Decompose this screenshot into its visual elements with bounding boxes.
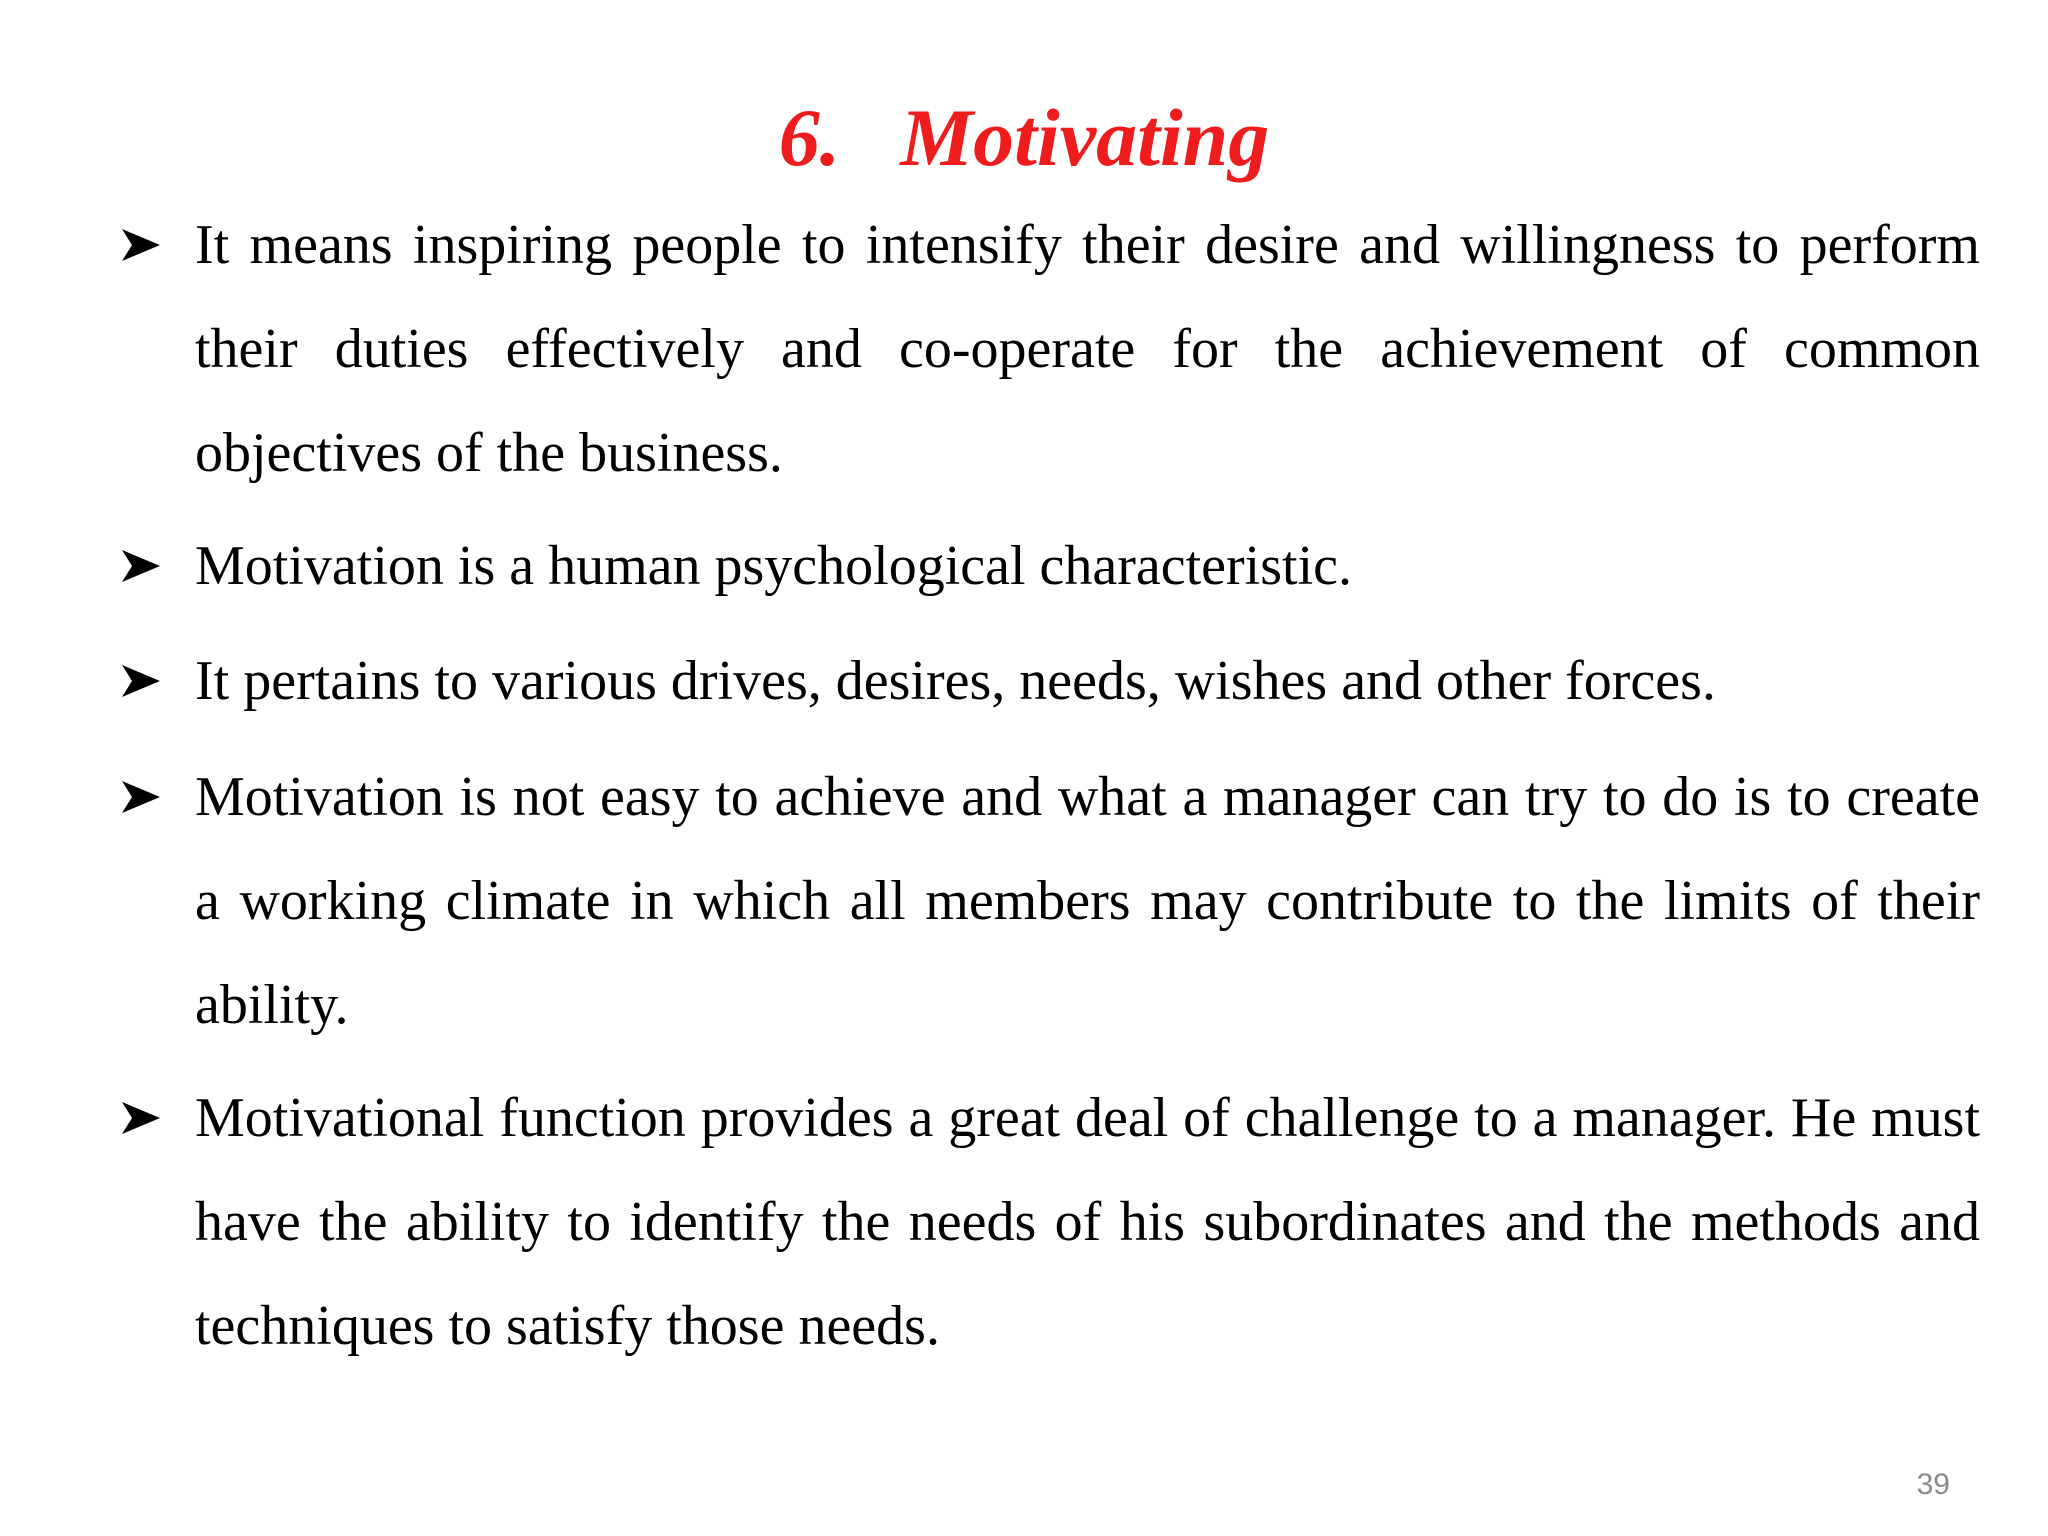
page-number: 39: [1916, 1468, 1950, 1501]
arrowhead-bullet-icon: [120, 544, 164, 588]
bullet-text: Motivational function provides a great deal of challenge to a manager. He must have the ability to identify the needs of his subordinates and the methods and techniques to satisfy those needs.: [195, 1087, 1980, 1357]
arrowhead-bullet-icon: [120, 659, 164, 703]
arrowhead-bullet-icon: [120, 1096, 164, 1140]
title-text: Motivating: [900, 92, 1270, 183]
bullet-text: Motivation is a human psychological characteristic.: [195, 535, 1352, 597]
arrowhead-bullet-icon: [120, 223, 164, 267]
bullet-text: It pertains to various drives, desires, needs, wishes and other forces.: [195, 650, 1716, 712]
arrowhead-bullet-icon: [120, 775, 164, 819]
bullet-text: Motivation is not easy to achieve and what a manager can try to do is to create a working climate in which all members may contribute to the limits of their ability.: [195, 766, 1980, 1036]
title-number: 6.: [778, 92, 841, 183]
bullet-text: It means inspiring people to intensify their desire and willingness to perform their duties effectively and co-operate for the achievement of common objectives of the business.: [195, 214, 1980, 484]
